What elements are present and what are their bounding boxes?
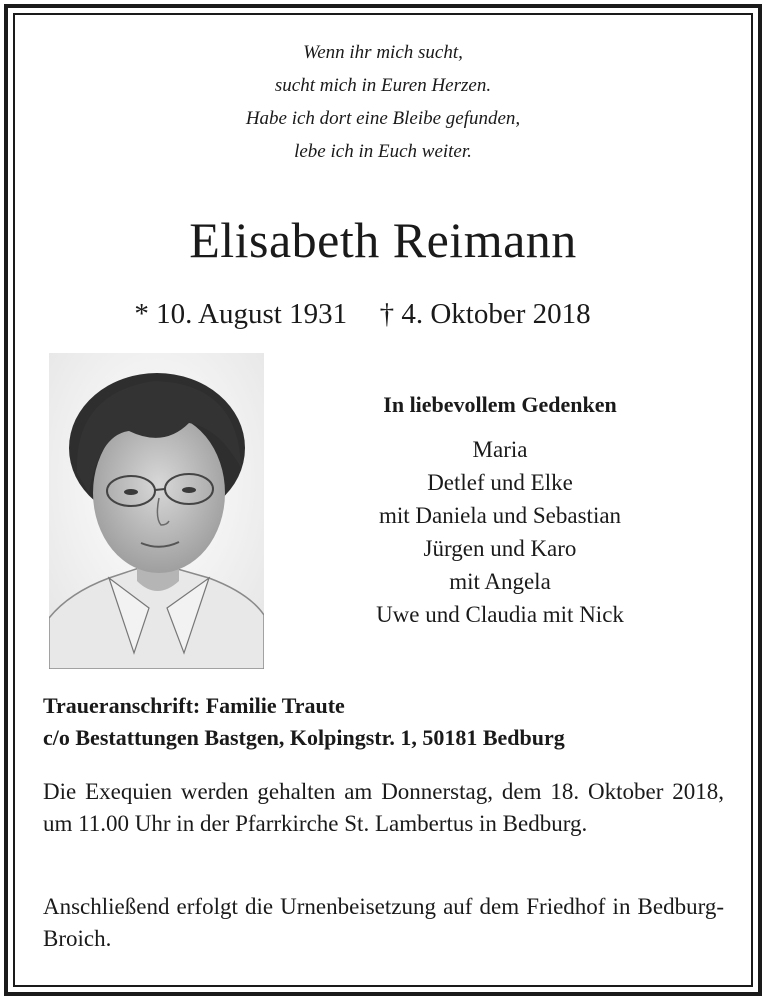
address-line-1: Traueranschrift: Familie Traute bbox=[43, 693, 345, 718]
mourning-address bbox=[43, 690, 733, 754]
mourner-name: mit Angela bbox=[449, 569, 551, 594]
deceased-name: Elisabeth Reimann bbox=[189, 212, 577, 268]
portrait-photo bbox=[49, 353, 264, 669]
portrait-illustration bbox=[49, 353, 264, 669]
life-dates bbox=[0, 292, 725, 336]
poem-line: Wenn ihr mich sucht, bbox=[303, 42, 463, 63]
poem-line: Habe ich dort eine Bleibe gefunden, bbox=[245, 108, 521, 129]
death-cross-icon: † bbox=[379, 298, 395, 330]
burial-paragraph: Anschließend erfolgt die Urnenbeisetzung auf dem Friedhof in Bedburg- Broich. bbox=[43, 894, 724, 951]
death-date: 4. Oktober 2018 bbox=[401, 298, 591, 330]
mourner-name: Maria bbox=[472, 437, 528, 462]
mourners-heading: In liebevollem Gedenken bbox=[383, 392, 617, 417]
mourner-name: Jürgen und Karo bbox=[423, 536, 577, 561]
memorial-poem bbox=[0, 36, 766, 168]
poem-line: sucht mich in Euren Herzen. bbox=[274, 75, 492, 96]
service-paragraph: Die Exequien werden gehalten am Donnerstag, dem 18. Oktober 2018, um 11.00 Uhr in der Pfarrkirche St. Lambertus in Bedburg. bbox=[43, 779, 724, 836]
mourners-block bbox=[300, 388, 700, 631]
address-line-2: c/o Bestattungen Bastgen, Kolpingstr. 1, 50181 Bedburg bbox=[43, 725, 565, 750]
mourner-name: Uwe und Claudia mit Nick bbox=[376, 602, 624, 627]
poem-line: lebe ich in Euch weiter. bbox=[294, 141, 472, 162]
mourner-name: mit Daniela und Sebastian bbox=[378, 503, 622, 528]
birth-date: 10. August 1931 bbox=[156, 298, 348, 330]
birth-symbol: * bbox=[134, 298, 149, 330]
mourner-name: Detlef und Elke bbox=[427, 470, 573, 495]
